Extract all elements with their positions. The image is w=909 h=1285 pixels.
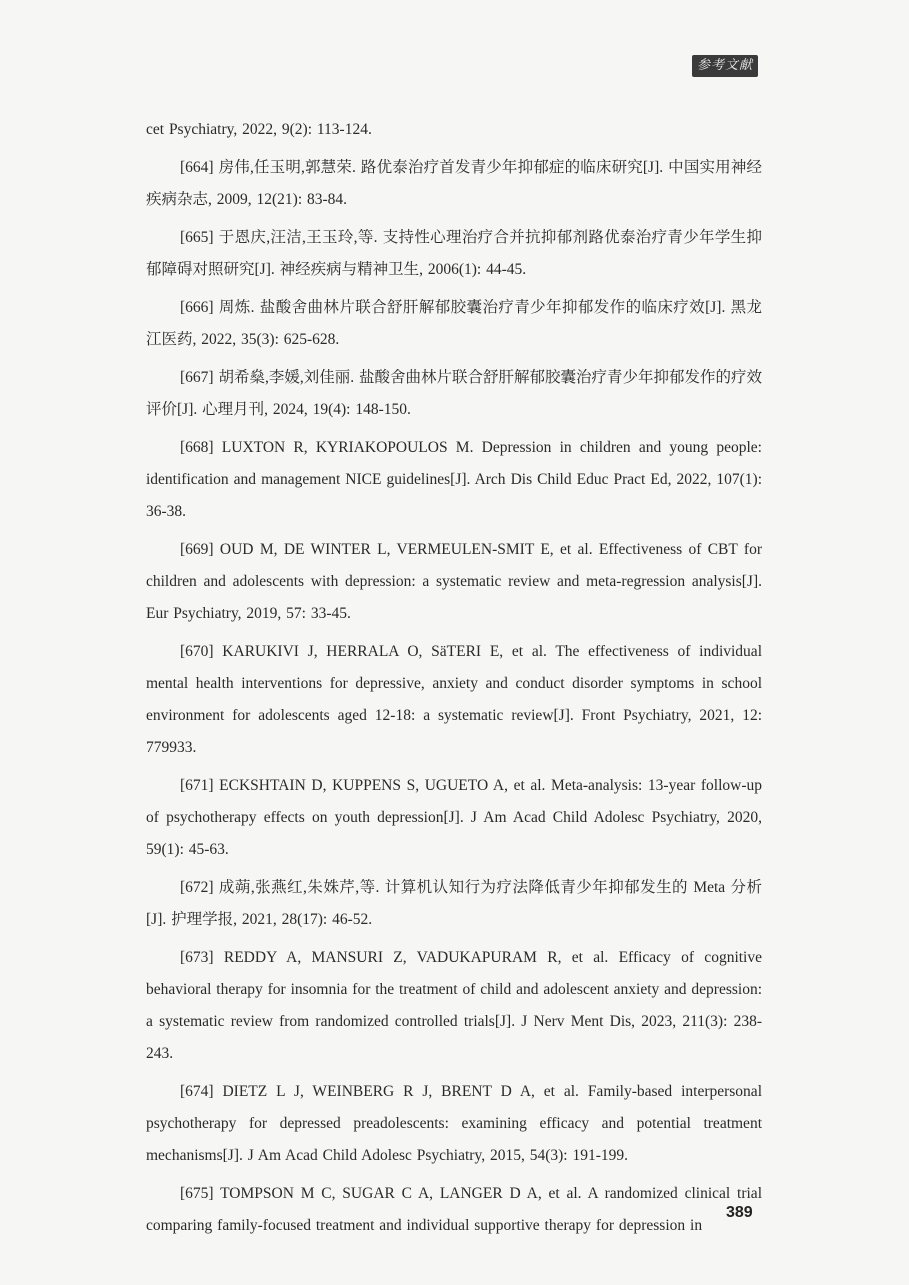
reference-entry: [671] ECKSHTAIN D, KUPPENS S, UGUETO A, et al. Meta-analysis: 13-year follow-up of psychotherapy effects on youth depression[J]. J Am Acad Child Adolesc Psychiatry, 2020, 59(1): 45-63.: [146, 777, 762, 858]
reference-entry: [666] 周炼. 盐酸舍曲林片联合舒肝解郁胶囊治疗青少年抑郁发作的临床疗效[J]. 黑龙江医药, 2022, 35(3): 625-628.: [146, 299, 762, 348]
reference-entry: [673] REDDY A, MANSURI Z, VADUKAPURAM R, et al. Efficacy of cognitive behavioral therapy for insomnia for the treatment of child and adolescent anxiety and depression: a systematic review from randomized controlled trials[J]. J Nerv Ment Dis, 2023, 211(3): 238-243.: [146, 949, 763, 1062]
reference-entry: [669] OUD M, DE WINTER L, VERMEULEN-SMIT E, et al. Effectiveness of CBT for children and adolescents with depression: a systematic review and meta-regression analysis[J]. Eur Psychiatry, 2019, 57: 33-45.: [146, 541, 762, 622]
reference-entry: [672] 成蒴,张燕红,朱姝芹,等. 计算机认知行为疗法降低青少年抑郁发生的 Meta 分析[J]. 护理学报, 2021, 28(17): 46-52.: [146, 879, 762, 928]
reference-entry: [668] LUXTON R, KYRIAKOPOULOS M. Depression in children and young people: identification and management NICE guidelines[J]. Arch Dis Child Educ Pract Ed, 2022, 107(1): 36-38.: [146, 439, 762, 520]
reference-entry: [674] DIETZ L J, WEINBERG R J, BRENT D A, et al. Family-based interpersonal psychotherapy for depressed preadolescents: examining efficacy and potential treatment mechanisms[J]. J Am Acad Child Adolesc Psychiatry, 2015, 54(3): 191-199.: [146, 1083, 762, 1164]
reference-entry: [667] 胡希燊,李媛,刘佳丽. 盐酸舍曲林片联合舒肝解郁胶囊治疗青少年抑郁发作的疗效评价[J]. 心理月刊, 2024, 19(4): 148-150.: [146, 369, 762, 418]
reference-list: [146, 114, 762, 1248]
reference-entry: [675] TOMPSON M C, SUGAR C A, LANGER D A, et al. A randomized clinical trial comparing family-focused treatment and individual supportive therapy for depression in: [146, 1185, 762, 1234]
reference-entry: [665] 于恩庆,汪洁,王玉玲,等. 支持性心理治疗合并抗抑郁剂路优泰治疗青少年学生抑郁障碍对照研究[J]. 神经疾病与精神卫生, 2006(1): 44-45.: [146, 229, 762, 278]
reference-entry: cet Psychiatry, 2022, 9(2): 113-124.: [146, 121, 372, 138]
reference-entry: [664] 房伟,任玉明,郭慧荣. 路优泰治疗首发青少年抑郁症的临床研究[J]. 中国实用神经疾病杂志, 2009, 12(21): 83-84.: [146, 159, 762, 208]
reference-entry: [670] KARUKIVI J, HERRALA O, SäTERI E, et al. The effectiveness of individual mental health interventions for depressive, anxiety and conduct disorder symptoms in school environment for adolescents aged 12-18: a systematic review[J]. Front Psychiatry, 2021, 12: 779933.: [146, 643, 762, 756]
section-tag: 参考文献: [692, 55, 758, 77]
page-number: 389: [726, 1204, 753, 1221]
